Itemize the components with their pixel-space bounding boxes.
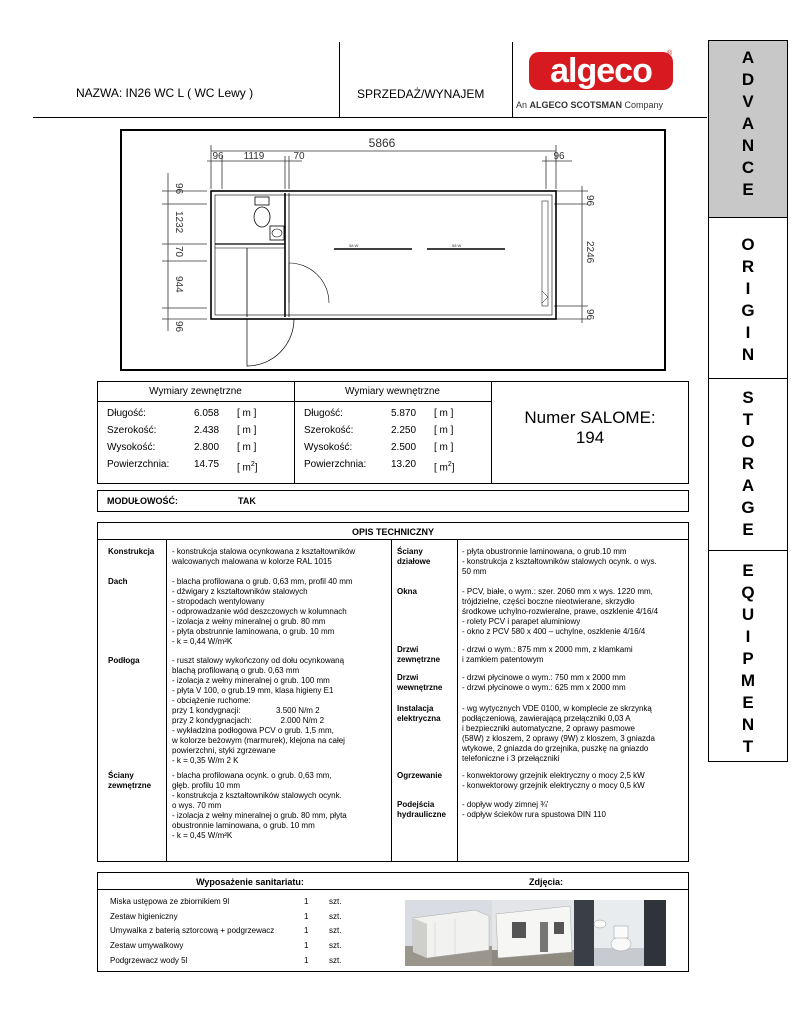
sale-rent-label: SPRZEDAŻ/WYNAJEM <box>357 87 485 101</box>
logo-subtitle: An ALGECO SCOTSMAN Company <box>516 100 664 110</box>
unit: [ m ] <box>237 408 257 419</box>
int-width-label: Szerokość: <box>304 425 354 436</box>
svg-text:944: 944 <box>173 276 184 293</box>
svg-text:96: 96 <box>553 151 565 162</box>
unit: [ m ] <box>237 425 257 436</box>
photo-exterior-1 <box>405 900 492 966</box>
int-length-label: Długość: <box>304 408 343 419</box>
ext-length-label: Długość: <box>107 408 146 419</box>
tech-label-sciany-dzial: Ściany działowe <box>397 547 431 566</box>
tech-label-okna: Okna <box>397 587 418 596</box>
tech-text-sciany-dzial: - płyta obustronnie laminowana, o grub.10 mm - konstrukcja z kształtowników stalowych ocynk. o wys. 50 mm <box>462 547 657 576</box>
ext-height-label: Wysokość: <box>107 442 156 453</box>
photos-title: Zdjęcia: <box>528 877 563 887</box>
tech-text-hydraulika: - dopływ wody zimnej ¾' - odpływ ścieków rura spustowa DIN 110 <box>462 800 606 819</box>
unit: [ m ] <box>434 425 454 436</box>
tech-label-drzwi-wewn: Drzwi wewnętrzne <box>397 673 443 692</box>
unit: [ m ] <box>434 442 454 453</box>
tech-text-instalacja: - wg wytycznych VDE 0100, w komplecie ze skrzynką podłączeniową, zawierającą przełączniki 0,03 A i bezpieczniki automatyczne, 2 oprawy pasmowe (58W) z kloszem, 2 oprawy (9W) z kloszem, 3 gniazda wtykowe, 2 gniazda do grzejnika, puszkę na gniazdo telefoniczne i 3 przełączniki <box>462 704 655 763</box>
area-unit: [ $m^2$] <box>237 461 258 474</box>
svg-text:58 W: 58 W <box>452 243 462 248</box>
tech-label-hydraulika: Podejścia hydrauliczne <box>397 800 446 819</box>
svg-text:algeco: algeco <box>550 52 652 90</box>
tech-label-dach: Dach <box>108 577 128 586</box>
photo-exterior-2 <box>492 900 574 966</box>
ext-height-value: 2.800 <box>194 442 220 453</box>
svg-text:1119: 1119 <box>243 151 265 162</box>
dim-total: 5866 <box>368 136 396 150</box>
tech-text-ogrzewanie: - konwektorowy grzejnik elektryczny o mocy 2,5 kW - konwektorowy grzejnik elektryczny o mocy 0,5 kW <box>462 771 645 790</box>
modularity-box <box>97 490 689 512</box>
int-width-value: 2.250 <box>391 425 417 436</box>
svg-text:96: 96 <box>584 195 595 207</box>
svg-text:58 W: 58 W <box>349 243 359 248</box>
int-height-label: Wysokość: <box>304 442 353 453</box>
tech-text-konstrukcja: - konstrukcja stalowa ocynkowana z kształtowników walcowanych malowana w kolorze RAL 1015 <box>172 547 356 566</box>
tech-label-drzwi-zewn: Drzwi zewnętrzne <box>397 645 441 664</box>
product-name: NAZWA: IN26 WC L ( WC Lewy ) <box>76 86 254 100</box>
floor-plan-drawing <box>122 131 664 369</box>
svg-text:96: 96 <box>173 321 184 333</box>
svg-text:96: 96 <box>584 309 595 321</box>
tech-label-konstrukcja: Konstrukcja <box>108 547 155 556</box>
svg-text:96: 96 <box>173 183 184 195</box>
tech-label-ogrzewanie: Ogrzewanie <box>397 771 442 780</box>
side-word-advance: A D V A N C E <box>741 48 755 199</box>
svg-text:1232: 1232 <box>173 211 184 234</box>
svg-text:96: 96 <box>212 151 224 162</box>
registered-mark: ® <box>667 50 673 57</box>
ext-dimensions-title: Wymiary zewnętrzne <box>149 386 242 397</box>
algeco-logo <box>516 50 677 110</box>
area-unit: [ $m^2$] <box>434 461 455 474</box>
unit: [ m ] <box>237 442 257 453</box>
modularity-label: MODUŁOWOŚĆ: <box>107 496 178 506</box>
svg-text:70: 70 <box>293 151 305 162</box>
side-word-equipment: E Q U I P M E N T <box>740 561 756 756</box>
int-height-value: 2.500 <box>391 442 417 453</box>
unit: [ m ] <box>434 408 454 419</box>
tech-text-podloga: - ruszt stalowy wykończony od dołu ocynkowaną blachą profilowaną o grub. 0,63 mm - izolacja z wełny mineralnej o grub. 100 mm - płyta V 100, o grub.19 mm, klasa higieny E1 - obciążenie ruchome: przy 1 kondygnacji: 3.500 N/m 2 przy 2 kondygnacjach: 2.000 N/m 2 - wykładzina podłogowa PCV o grub. 1,5 mm, w kolorze beżowym (marmurek), klejona na całej powierzchni, styki zgrzewane - k = 0,35 W/m 2 K <box>172 656 345 765</box>
int-area-label: Powierzchnia: <box>304 459 367 470</box>
side-word-origin: O R I G I N <box>741 235 755 364</box>
int-area-value: 13.20 <box>391 459 417 470</box>
sanitary-title: Wyposażenie sanitariatu: <box>196 877 304 887</box>
tech-text-dach: - blacha profilowana o grub. 0,63 mm, profil 40 mm - dźwigary z kształtowników stalowych - stropodach wentylowany - odprowadzanie wód deszczowych w kolumnach - izolacja z wełny mineralnej o grub. 80 mm - płyta obstrunnie laminowana, o grub. 10 mm - k = 0,44 W/m²K <box>172 577 353 646</box>
side-word-storage: S T O R A G E <box>741 388 755 539</box>
ext-length-value: 6.058 <box>194 408 220 419</box>
tech-text-okna: - PCV, białe, o wym.: szer. 2060 mm x wys. 1220 mm, trójdzielne, części boczne nieotwierane, skrzydło środkowe uchylno-rozwieralne, prawe, oszklenie 4/16/4 - rolety PCV i parapet aluminiowy - okno z PCV 580 x 400 – uchylne, oszklenie 4/16/4 <box>462 587 659 636</box>
ext-width-label: Szerokość: <box>107 425 157 436</box>
svg-text:70: 70 <box>173 246 184 258</box>
modularity-value: TAK <box>238 496 256 506</box>
salome-number: Numer SALOME: 194 <box>524 408 656 447</box>
tech-label-sciany-zewn: Ściany zewnętrzne <box>108 771 152 790</box>
tech-label-instalacja: Instalacja elektryczna <box>397 704 441 723</box>
photo-interior <box>574 900 666 966</box>
tech-title: OPIS TECHNICZNY <box>351 527 434 537</box>
svg-text:2246: 2246 <box>584 241 595 264</box>
ext-area-value: 14.75 <box>194 459 220 470</box>
tech-text-drzwi-zewn: - drzwi o wym.: 875 mm x 2000 mm, z klamkami i zamkiem patentowym <box>462 645 633 664</box>
int-dimensions-title: Wymiary wewnętrzne <box>345 386 440 397</box>
tech-text-drzwi-wewn: - drzwi płycinowe o wym.: 750 mm x 2000 mm - drzwi płycinowe o wym.: 625 mm x 2000 mm <box>462 673 626 692</box>
tech-text-sciany-zewn: - blacha profilowana ocynk. o grub. 0,63 mm, głęb. profilu 10 mm - konstrukcja z kształtowników stalowych ocynk. o wys. 70 mm - izolacja z wełny mineralnej o grub. 80 mm, płyta obustronnie laminowana, o grub. 10 mm - k = 0,45 W/m²K <box>172 771 347 840</box>
ext-area-label: Powierzchnia: <box>107 459 170 470</box>
ext-width-value: 2.438 <box>194 425 220 436</box>
int-length-value: 5.870 <box>391 408 417 419</box>
tech-label-podloga: Podłoga <box>108 656 140 665</box>
